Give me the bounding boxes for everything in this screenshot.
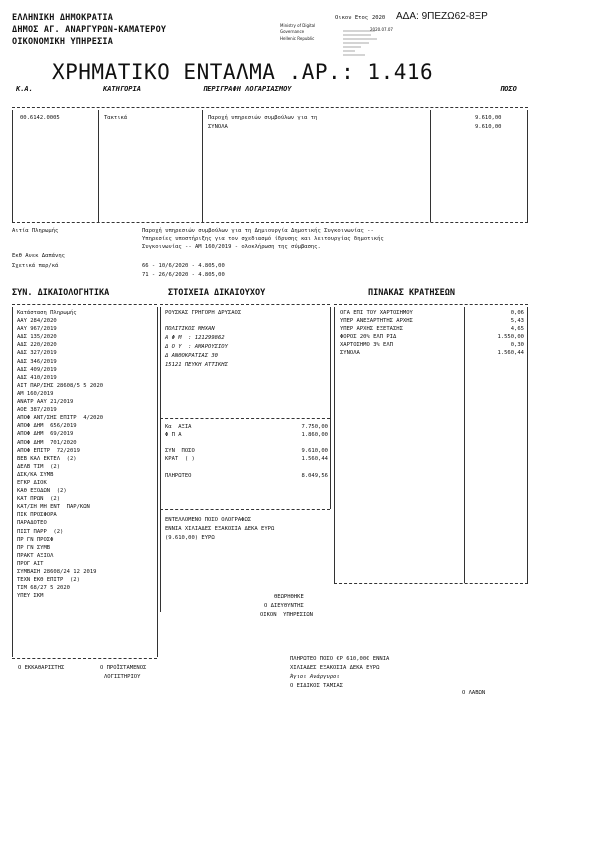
table-border-right [527,110,528,222]
document-item: ΠΑΡΑΔΟΤΕΟ [17,520,47,527]
section-withholdings: ΠΙΝΑΚΑΣ ΚΡΑΤΗΣΕΩΝ [368,288,455,298]
accountant-label: Ο ΕΚΚΑΘΑΡΙΣΤΗΣ [18,665,65,671]
col-header-description: ΠΕΡΙΓΡΑΦΗ ΛΟΓΑΡΙΑΣΜΟΥ [203,85,292,93]
document-item: Κατάσταση Πληρωμής [17,310,77,316]
head-department-label: ΛΟΓΙΣΤΗΡΙΟΥ [104,674,141,680]
document-item: ΠΡΟΓ ΑΙΤ [17,560,44,567]
beneficiary-amount-label: ΣΥΝ ΠΟΣΟ [165,448,195,455]
beneficiary-amount-values [270,423,328,480]
beneficiary-profession: ΠΟΛΙΤΙΚΟΣ ΜΗΧΑΝ [165,326,215,332]
document-item: ΑΠΟΦ ΔΗΜ 701/2020 [17,439,77,446]
document-item: ΚΑΤ ΠΡΩΝ (2) [17,496,61,503]
beneficiary-top-rule [160,304,330,305]
cause-line-3: Συγκοινωνίας -- ΑΜ 160/2019 - ολοκλήρωση της σύμβασης. [142,244,321,250]
document-item: ΣΥΜΒΑΣΗ 28608/24 12 2019 [17,569,97,575]
beneficiary-amount-value [270,463,328,471]
document-item: ΑΝΑΤΡ ΑΑΥ 21/2019 [17,399,74,406]
cause-label: Αιτία Πληρωμής [12,228,59,234]
withholdings-bottom-rule [334,583,528,584]
beneficiary-amount-label: ΚΡΑΤ ( ) [165,456,195,463]
financial-services-label: ΟΙΚΟΝ ΥΠΗΡΕΣΙΩΝ [260,612,313,618]
docs-border-right [157,307,158,657]
col-header-ka: Κ.Α. [16,85,33,93]
fiscal-year-label: Οικον Ετος [335,15,369,21]
beneficiary-amount-value [270,439,328,447]
document-item: ΑΠΟΦ ΕΠΙΤΡ 72/2019 [17,447,80,454]
signature-line-2: Governance [280,29,305,34]
issuer-line-2: ΔΗΜΟΣ ΑΓ. ΑΝΑΡΓΥΡΩΝ-ΚΑΜΑΤΕΡΟΥ [12,25,167,35]
withholding-value: 0,06 [510,310,524,316]
document-item: ΑΠΟΦ ΔΗΜ 656/2019 [17,423,77,430]
receiver-label: Ο ΛΑΒΩΝ [462,690,486,696]
beneficiary-amount-label: Κα ΑΞΙΑ [165,424,192,430]
table-top-rule [12,107,528,108]
document-item: ΑΠΟΦ ΔΗΜ 69/2019 [17,431,74,438]
signature-date: 2020.07.07 [370,27,393,32]
main-row-ka: 00.6142.0005 [20,115,60,121]
documents-list [17,309,103,600]
payable-line-2: ΧΙΛΙΑΔΕΣ ΕΞΑΚΟΣΙΑ ΔΕΚΑ ΕΥΡΩ [290,665,380,671]
document-item: ΤΕΧΝ ΕΚΘ ΕΠΙΤΡ (2) [17,577,80,584]
ada-code: ΑΔΑ: 9ΠΕΖΩ62-8ΞΡ [396,11,488,22]
beneficiary-amount-value: 8.049,56 [301,472,328,479]
beneficiary-name: ΡΟΥΣΚΑΣ ΓΡΗΓΟΡΗ ΔΡΥΣΑΟΣ [165,310,242,316]
director-label: Ο ΔΙΕΥΘΥΝΤΗΣ [264,603,304,609]
amount-in-words: ΕΝΝΙΑ ΧΙΛΙΑΔΕΣ ΕΞΑΚΟΣΙΑ ΔΕΚΑ ΕΥΡΩ [165,526,275,532]
beneficiary-doy: Δ Ο Υ : ΑΜΑΡΟΥΣΙΟΥ [165,344,228,350]
related-doc-1: 66 - 10/6/2020 - 4.805,00 [142,263,225,269]
withholding-value: 0,30 [510,342,524,349]
withholdings-border-left [334,307,335,583]
approved-label: ΘΕΩΡΗΘΗΚΕ [274,594,304,600]
document-item: ΑΔΣ 410/2019 [17,374,57,381]
beneficiary-amount-value: 1.860,00 [301,432,328,439]
withholdings-values [466,309,524,358]
document-item: ΠΡΑΚΤ ΑΞΙΟΛ [17,552,54,559]
beneficiary-amount-value: 9.610,00 [301,448,328,455]
expense-report-label: Εκθ Ανεκ Δαπάνης [12,253,65,259]
beneficiary-amount-labels [165,423,195,480]
main-row-amount: 9.610,00 [475,115,502,121]
withholding-label: ΧΑΡΤΟΣΗΜΟ 3% ΕΛΠ [340,342,393,349]
withholdings-border-right [527,307,528,583]
fiscal-year: 2020 [372,15,386,21]
withholding-label: ΥΠΕΡ ΑΡΧΗΣ ΕΞΕΤΑΣΗΣ [340,326,403,333]
document-item: ΑΑΥ 284/2020 [17,318,57,325]
document-item: ΑΠΟΦ ΑΝΤ/ΣΗΣ ΕΠΙΤΡ 4/2020 [17,415,104,422]
document-item: ΑΔΣ 327/2019 [17,350,57,357]
page-title: ΧΡΗΜΑΤΙΚΟ ΕΝΤΑΛΜΑ .ΑΡ.: 1.416 [52,60,434,84]
related-doc-2: 71 - 26/6/2020 - 4.805,00 [142,272,225,278]
head-label: Ο ΠΡΟΪΣΤΑΜΕΝΟΣ [100,665,147,671]
beneficiary-border-left [160,307,161,612]
document-item: ΑΔΣ 135/2020 [17,334,57,341]
document-item: ΠΙΚ ΠΡΟΣΦΟΡΑ [17,512,57,519]
withholding-value: 4,65 [510,326,524,333]
withholding-label: ΣΥΝΟΛΑ [340,350,360,357]
col-header-amount: ΠΟΣΟ [500,85,517,93]
place-label: Άγιοι Ανάργυροι [290,674,340,680]
beneficiary-mid-rule [160,418,330,419]
document-item: ΚΑΘ ΕΞΟΔΩΝ (2) [17,488,67,495]
withholding-label: ΥΠΕΡ ΑΝΕΞΑΡΤΗΤΗΣ ΑΡΧΗΣ [340,318,413,325]
signature-line-1: Ministry of Digital [280,23,316,28]
beneficiary-city: 15121 ΠΕΥΚΗ ΑΤΤΙΚΗΣ [165,362,228,368]
withholdings-divider [464,307,465,583]
table-divider-1 [98,110,99,222]
cause-line-1: Παροχή υπηρεσιών συμβούλων για τη Δημιουργία Δημοτικής Συγκοινωνίας -- [142,228,374,234]
beneficiary-border-right [330,307,331,509]
cause-line-2: Υπηρεσίες υποστήριξης για τον σχεδιασμό ίδρυσης και λειτουργίας δημοτικής [142,236,384,242]
table-border-left [12,110,13,222]
beneficiary-address: Δ ΑΝΘΟΚΡΑΤΙΑΣ 30 [165,353,218,359]
main-row-category: Τακτικά [104,115,128,121]
table-bottom-rule [12,222,528,223]
document-item: ΑΔΣ 409/2019 [17,366,57,373]
withholdings-labels [340,309,413,358]
table-divider-2 [202,110,203,222]
table-divider-3 [430,110,431,222]
document-item: ΠΙΣΤ ΠΑΡΡ (2) [17,528,64,535]
issuer-line-3: ΟΙΚΟΝΟΜΙΚΗ ΥΠΗΡΕΣΙΑ [12,37,114,47]
document-item: ΠΡ ΓΝ ΠΡΟΣΦ [17,536,54,543]
cashier-label: Ο ΕΙΔΙΚΟΣ ΤΑΜΙΑΣ [290,683,343,689]
col-header-category: ΚΑΤΗΓΟΡΙΑ [103,85,141,93]
document-item: ΔΕΛΒ ΤΙΜ (2) [17,463,61,470]
beneficiary-amount-rule [160,509,330,510]
main-row-total-amount: 9.610,00 [475,124,502,130]
document-item: ΥΠΕΥ ΣΚΜ [17,593,44,600]
withholding-value: 1.560,44 [497,350,524,357]
signature-line-3: Hellenic Republic [280,36,315,41]
document-item: ΚΑΤ/ΣΗ ΜΗ ΕΝΤ ΠΑΡ/ΚΩΝ [17,504,90,511]
beneficiary-amount-value: 7.750,00 [301,424,328,430]
document-item: ΠΡ ΓΝ ΣΥΜΒ [17,544,51,551]
main-row-description: Παροχή υπηρεσιών συμβούλων για τη [208,115,318,121]
section-documents: ΣΥΝ. ΔΙΚΑΙΟΛΟΓΗΤΙΚΑ [12,288,110,298]
beneficiary-amount-value: 1.560,44 [301,456,328,463]
docs-bottom-rule [12,658,157,659]
beneficiary-amount-label [165,463,195,471]
payable-line-1: ΠΛΗΡΩΤΕΟ ΠΟΣΟ €Ρ 610,00€ ΕΝΝΙΑ [290,656,390,662]
issuer-line-1: ΕΛΛΗΝΙΚΗ ΔΗΜΟΚΡΑΤΙΑ [12,13,114,23]
beneficiary-amount-label [165,439,195,447]
beneficiary-amount-label: ΠΛΗΡΩΤΕΟ [165,472,192,479]
withholding-label: ΦΟΡΟΣ 20% ΕΛΠ ΡΙΔ [340,334,397,341]
document-item: ΤΙΜ 68/27 5 2020 [17,585,70,592]
docs-border-left [12,307,13,657]
document-item: ΑΟΕ 387/2019 [17,407,57,414]
main-row-total-label: ΣΥΝΟΛΑ [208,124,228,130]
document-item: ΑΔΣ 220/2020 [17,342,57,349]
document-item: ΔΣΚ/ΚΑ ΣΥΜΒ [17,471,54,478]
amount-in-words-label: ΕΝΤΕΛΛΟΜΕΝΟ ΠΟΣΟ ΟΛΟΓΡΑΦΩΣ [165,517,252,523]
document-item: ΑΙΤ ΠΑΡ/ΣΗΣ 28608/5 5 2020 [17,382,104,389]
amount-in-words-number: (9.610,00) ΕΥΡΩ [165,535,215,541]
withholdings-top-rule [334,304,528,305]
withholding-label: ΟΓΑ ΕΠΙ ΤΟΥ ΧΑΡΤΟΣΗΜΟΥ [340,310,413,316]
document-item: ΑΔΣ 346/2019 [17,358,57,365]
document-item: ΒΕΒ ΚΑΛ ΕΚΤΕΛ (2) [17,455,77,462]
document-item: ΑΜ 160/2019 [17,390,54,397]
digital-signature-stamp [334,22,374,52]
document-item: ΕΓΚΡ ΔΙΟΚ [17,479,47,486]
related-docs-label: Σχετικά παρ/κά [12,263,59,269]
withholding-value: 5,43 [510,318,524,325]
section-beneficiary: ΣΤΟΙΧΕΙΑ ΔΙΚΑΙΟΥΧΟΥ [168,288,266,298]
beneficiary-afm: Α Φ Μ : 121299862 [165,335,225,341]
withholding-value: 1.550,00 [497,334,524,341]
beneficiary-amount-label: Φ Π Α [165,432,182,439]
document-item: ΑΑΥ 967/2019 [17,326,57,333]
docs-top-rule [12,304,157,305]
